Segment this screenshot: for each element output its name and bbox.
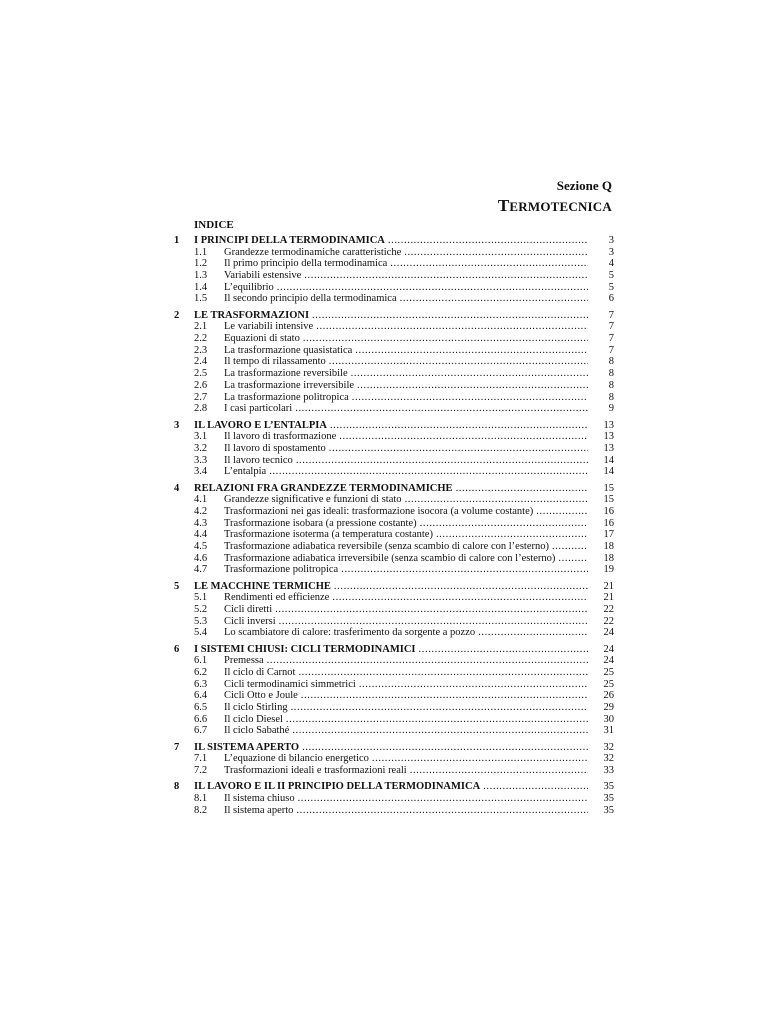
dot-leader	[341, 564, 588, 576]
toc-title: IL LAVORO E IL II PRINCIPIO DELLA TERMODINAMICA	[194, 781, 481, 793]
dot-leader	[277, 282, 588, 294]
toc-entry	[174, 466, 614, 478]
toc-title: Variabili estensive	[224, 270, 302, 282]
toc-number: 4.2	[194, 505, 208, 517]
toc-page: 31	[603, 725, 614, 737]
dot-leader	[436, 529, 588, 541]
toc-number: 5.4	[194, 627, 208, 639]
toc-entry	[174, 702, 614, 714]
toc-title: Cicli diretti	[224, 604, 273, 615]
toc-title: Il secondo principio della termodinamica	[224, 293, 397, 305]
toc-entry	[174, 679, 614, 691]
toc-title: Premessa	[224, 655, 264, 667]
toc-number: 4.6	[194, 552, 208, 564]
toc-number: 6.4	[194, 690, 208, 702]
toc-page: 30	[603, 713, 614, 725]
toc-title: Cicli termodinamici simmetrici	[224, 678, 356, 690]
toc-number: 5.3	[194, 615, 208, 627]
page-title	[498, 196, 612, 216]
toc-number: 6.2	[194, 667, 208, 679]
toc-number: 8.1	[194, 793, 208, 805]
dot-leader	[312, 310, 588, 322]
dot-leader	[275, 604, 588, 616]
toc-title: Cicli Otto e Joule	[224, 690, 298, 702]
dot-leader	[390, 258, 588, 270]
toc-chapter	[174, 742, 614, 754]
toc-page: 24	[603, 627, 614, 639]
toc-title: Il sistema aperto	[224, 804, 294, 816]
dot-leader	[302, 742, 588, 754]
toc-page: 25	[603, 667, 614, 679]
dot-leader	[410, 765, 588, 777]
toc-number: 5.1	[194, 592, 208, 604]
toc-title: L’entalpia	[224, 466, 267, 478]
toc-entry	[174, 356, 614, 368]
index-heading: INDICE	[194, 219, 234, 231]
toc-entry	[174, 616, 614, 628]
toc-number: 6.3	[194, 678, 208, 690]
dot-leader	[295, 403, 588, 415]
toc-page: 32	[603, 753, 614, 765]
toc-page: 18	[603, 540, 614, 552]
toc-chapter	[174, 310, 614, 322]
toc-number: 3.4	[194, 466, 208, 478]
toc-number: 2.6	[194, 379, 208, 391]
toc-title: Trasformazione adiabatica reversibile (senza scambio di calore con l’esterno)	[224, 540, 549, 552]
toc-entry	[174, 753, 614, 765]
toc-entry	[174, 655, 614, 667]
toc-title: Trasformazione politropica	[224, 564, 339, 576]
toc-entry	[174, 627, 614, 639]
toc-number: 1.4	[194, 281, 208, 293]
toc-title: Il tempo di rilassamento	[224, 356, 326, 368]
toc-chapter	[174, 483, 614, 495]
toc-number: 6.6	[194, 713, 208, 725]
toc-number: 2.2	[194, 333, 208, 345]
toc-entry	[174, 333, 614, 345]
dot-leader	[456, 483, 588, 495]
dot-leader	[404, 247, 588, 259]
dot-leader	[269, 466, 588, 478]
toc-title: Il ciclo Sabathé	[224, 725, 290, 737]
toc-entry	[174, 506, 614, 518]
toc-title: Le variabili intensive	[224, 321, 314, 333]
toc-title: Il lavoro di spostamento	[224, 442, 326, 454]
toc-number: 3.2	[194, 442, 208, 454]
dot-leader	[298, 793, 588, 805]
toc-page: 7	[608, 321, 614, 333]
toc-number: 4.5	[194, 540, 208, 552]
toc-title: IL LAVORO E L’ENTALPIA	[194, 419, 327, 431]
toc-number: 1.2	[194, 258, 208, 270]
dot-leader	[552, 541, 588, 553]
dot-leader	[330, 420, 588, 432]
toc-title: Il ciclo Stirling	[224, 702, 288, 714]
dot-leader	[292, 725, 588, 737]
toc-page: 24	[603, 655, 614, 667]
toc-number: 2.1	[194, 321, 208, 333]
toc-page: 16	[603, 517, 614, 529]
page-title-initial: T	[497, 196, 510, 215]
toc-number: 7	[174, 741, 180, 753]
toc-title: LE MACCHINE TERMICHE	[194, 580, 331, 592]
dot-leader	[355, 345, 588, 357]
toc-page: 7	[608, 333, 614, 345]
toc-entry	[174, 380, 614, 392]
dot-leader	[419, 644, 588, 656]
dot-leader	[388, 235, 588, 247]
toc-number: 2.5	[194, 368, 208, 380]
toc-entry	[174, 553, 614, 565]
toc-number: 1.1	[194, 246, 208, 258]
toc-entry	[174, 392, 614, 404]
dot-leader	[267, 655, 588, 667]
toc-page: 8	[608, 368, 614, 380]
toc-page: 21	[603, 580, 614, 592]
dot-leader	[301, 690, 588, 702]
toc-page: 21	[603, 592, 614, 604]
table-of-contents	[174, 235, 614, 816]
toc-chapter	[174, 420, 614, 432]
toc-number: 4	[174, 482, 180, 494]
toc-entry	[174, 403, 614, 415]
dot-leader	[329, 443, 588, 455]
toc-entry	[174, 293, 614, 305]
toc-page: 7	[608, 309, 614, 321]
toc-entry	[174, 690, 614, 702]
toc-page: 8	[608, 356, 614, 368]
dot-leader	[296, 455, 588, 467]
toc-page: 35	[603, 804, 614, 816]
toc-title: La trasformazione quasistatica	[224, 344, 353, 356]
dot-leader	[298, 667, 588, 679]
toc-page: 5	[608, 270, 614, 282]
dot-leader	[303, 333, 588, 345]
toc-entry	[174, 494, 614, 506]
toc-number: 2	[174, 309, 180, 321]
dot-leader	[359, 679, 588, 691]
toc-number: 8.2	[194, 804, 208, 816]
dot-leader	[286, 714, 588, 726]
toc-title: Grandezze termodinamiche caratteristiche	[224, 246, 402, 258]
dot-leader	[332, 592, 588, 604]
toc-page: 18	[603, 552, 614, 564]
toc-number: 5.2	[194, 604, 208, 615]
toc-title: La trasformazione politropica	[224, 391, 349, 403]
toc-number: 2.4	[194, 356, 208, 368]
toc-entry	[174, 368, 614, 380]
toc-title: Il ciclo di Carnot	[224, 667, 296, 679]
toc-chapter	[174, 644, 614, 656]
toc-number: 6.5	[194, 702, 208, 714]
toc-page: 22	[603, 604, 614, 615]
toc-entry	[174, 793, 614, 805]
toc-entry	[174, 805, 614, 817]
toc-page: 6	[608, 293, 614, 305]
toc-entry	[174, 518, 614, 530]
toc-title: RELAZIONI FRA GRANDEZZE TERMODINAMICHE	[194, 482, 453, 494]
toc-page: 19	[603, 564, 614, 576]
toc-title: Lo scambiatore di calore: trasferimento da sorgente a pozzo	[224, 627, 476, 639]
dot-leader	[329, 356, 588, 368]
toc-page: 5	[608, 281, 614, 293]
toc-entry	[174, 247, 614, 259]
toc-title: IL SISTEMA APERTO	[194, 741, 300, 753]
toc-page: 8	[608, 391, 614, 403]
toc-page: 3	[608, 235, 614, 246]
toc-page: 26	[603, 690, 614, 702]
toc-page: 35	[603, 793, 614, 805]
toc-number: 3.3	[194, 454, 208, 466]
toc-title: I SISTEMI CHIUSI: CICLI TERMODINAMICI	[194, 643, 416, 655]
dot-leader	[339, 431, 588, 443]
toc-number: 3	[174, 419, 180, 431]
dot-leader	[420, 518, 588, 530]
dot-leader	[279, 616, 588, 628]
toc-title: Trasformazione isoterma (a temperatura costante)	[224, 529, 433, 541]
toc-entry	[174, 529, 614, 541]
dot-leader	[405, 494, 588, 506]
toc-title: I casi particolari	[224, 403, 293, 415]
toc-page: 25	[603, 678, 614, 690]
toc-number: 6.7	[194, 725, 208, 737]
toc-page: 8	[608, 379, 614, 391]
toc-page: 22	[603, 615, 614, 627]
toc-number: 2.3	[194, 344, 208, 356]
toc-entry	[174, 431, 614, 443]
dot-leader	[372, 753, 588, 765]
toc-chapter	[174, 235, 614, 247]
toc-chapter	[174, 581, 614, 593]
toc-page: 15	[603, 482, 614, 494]
toc-entry	[174, 667, 614, 679]
toc-title: Trasformazione adiabatica irreversibile (senza scambio di calore con l’esterno)	[224, 552, 556, 564]
toc-number: 6	[174, 643, 180, 655]
toc-entry	[174, 455, 614, 467]
toc-number: 7.1	[194, 753, 208, 765]
toc-chapter	[174, 781, 614, 793]
toc-entry	[174, 321, 614, 333]
toc-page: 35	[603, 781, 614, 793]
toc-entry	[174, 725, 614, 737]
page-title-rest: ERMOTECNICA	[509, 199, 612, 214]
toc-number: 1.5	[194, 293, 208, 305]
toc-page: 13	[603, 442, 614, 454]
toc-title: LE TRASFORMAZIONI	[194, 309, 310, 321]
toc-number: 3.1	[194, 431, 208, 443]
dot-leader	[483, 781, 588, 793]
toc-page: 32	[603, 741, 614, 753]
section-label: Sezione Q	[556, 178, 612, 193]
toc-title: Il sistema chiuso	[224, 793, 295, 805]
dot-leader	[558, 553, 588, 565]
toc-entry	[174, 345, 614, 357]
dot-leader	[304, 270, 588, 282]
dot-leader	[478, 627, 588, 639]
dot-leader	[296, 805, 588, 817]
toc-entry	[174, 443, 614, 455]
toc-title: Trasformazioni nei gas ideali: trasformazione isocora (a volume costante)	[224, 505, 534, 517]
toc-page: 17	[603, 529, 614, 541]
toc-number: 4.1	[194, 494, 208, 506]
toc-title: Il ciclo Diesel	[224, 713, 283, 725]
toc-entry	[174, 592, 614, 604]
toc-page: 4	[608, 258, 614, 270]
toc-title: Il lavoro tecnico	[224, 454, 293, 466]
toc-entry	[174, 282, 614, 294]
toc-number: 1	[174, 235, 180, 246]
toc-number: 1.3	[194, 270, 208, 282]
toc-number: 4.7	[194, 564, 208, 576]
dot-leader	[536, 506, 588, 518]
toc-entry	[174, 765, 614, 777]
toc-page: 16	[603, 505, 614, 517]
dot-leader	[351, 368, 588, 380]
toc-entry	[174, 714, 614, 726]
toc-title: La trasformazione irreversibile	[224, 379, 355, 391]
toc-number: 2.8	[194, 403, 208, 415]
toc-number: 7.2	[194, 765, 208, 777]
dot-leader	[316, 321, 588, 333]
toc-page: 24	[603, 643, 614, 655]
toc-title: Cicli inversi	[224, 615, 276, 627]
toc-number: 4.4	[194, 529, 208, 541]
toc-entry	[174, 270, 614, 282]
toc-title: L’equilibrio	[224, 281, 274, 293]
toc-number: 8	[174, 781, 180, 793]
dot-leader	[357, 380, 588, 392]
toc-entry	[174, 541, 614, 553]
toc-title: L’equazione di bilancio energetico	[224, 753, 369, 765]
dot-leader	[291, 702, 588, 714]
toc-entry	[174, 604, 614, 616]
toc-entry	[174, 258, 614, 270]
dot-leader	[352, 392, 588, 404]
dot-leader	[334, 581, 588, 593]
toc-page: 14	[603, 466, 614, 478]
toc-number: 6.1	[194, 655, 208, 667]
toc-page: 15	[603, 494, 614, 506]
toc-page: 29	[603, 702, 614, 714]
toc-page: 9	[608, 403, 614, 415]
toc-number: 2.7	[194, 391, 208, 403]
toc-number: 4.3	[194, 517, 208, 529]
toc-page: 33	[603, 765, 614, 777]
toc-title: Equazioni di stato	[224, 333, 300, 345]
toc-page: 7	[608, 344, 614, 356]
toc-page: 3	[608, 246, 614, 258]
toc-page: 13	[603, 419, 614, 431]
toc-title: Rendimenti ed efficienze	[224, 592, 330, 604]
toc-title: Grandezze significative e funzioni di stato	[224, 494, 402, 506]
toc-page: 13	[603, 431, 614, 443]
toc-title: La trasformazione reversibile	[224, 368, 348, 380]
dot-leader	[400, 293, 588, 305]
toc-title: Trasformazioni ideali e trasformazioni reali	[224, 765, 407, 777]
toc-title: Il lavoro di trasformazione	[224, 431, 337, 443]
toc-entry	[174, 564, 614, 576]
toc-page: 14	[603, 454, 614, 466]
toc-number: 5	[174, 580, 180, 592]
toc-title: Trasformazione isobara (a pressione costante)	[224, 517, 417, 529]
toc-title: I PRINCIPI DELLA TERMODINAMICA	[194, 235, 385, 246]
toc-title: Il primo principio della termodinamica	[224, 258, 388, 270]
